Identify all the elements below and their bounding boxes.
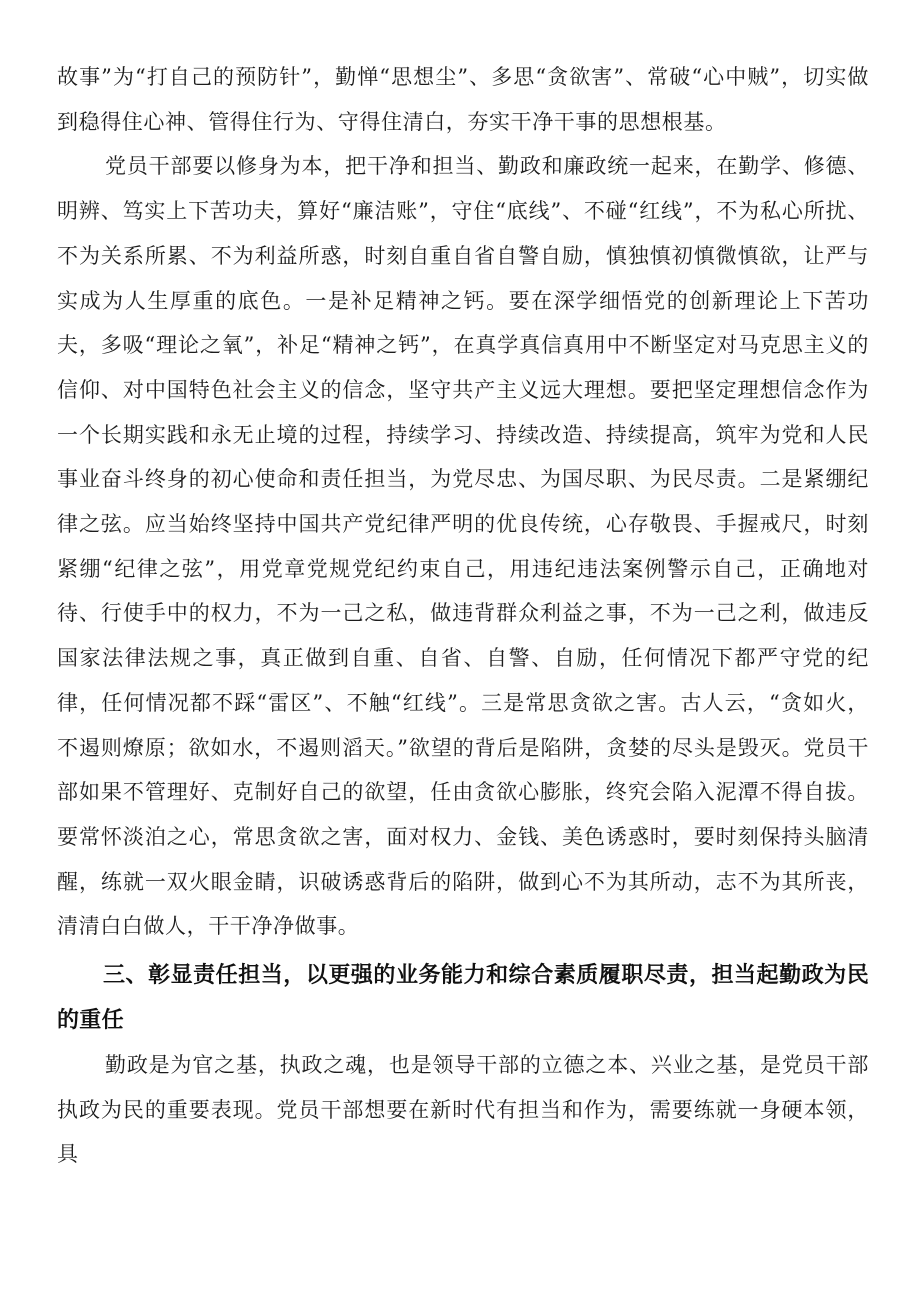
paragraph-self-cultivation: 党员干部要以修身为本，把干净和担当、勤政和廉政统一起来，在勤学、修德、明辨、笃实上下苦功夫，算好“廉洁账”，守住“底线”、不碰“红线”，不为私心所扰、不为关系所累、不为利益所惑，时刻自重自省自警自励，慎独慎初慎微慎欲，让严与实成为人生厚重的底色。一是补足精神之钙。要在深学细悟党的创新理论上下苦功夫，多吸“理论之氧”，补足“精神之钙”，在真学真信真用中不断坚定对马克思主义的信仰、对中国特色社会主义的信念，坚守共产主义远大理想。要把坚定理想信念作为一个长期实践和永无止境的过程，持续学习、持续改造、持续提高，筑牢为党和人民事业奋斗终身的初心使命和责任担当，为党尽忠、为国尽职、为民尽责。二是紧绷纪律之弦。应当始终坚持中国共产党纪律严明的优良传统，心存敬畏、手握戒尺，时刻紧绷“纪律之弦”，用党章党规党纪约束自己，用违纪违法案例警示自己，正确地对待、行使手中的权力，不为一己之私，做违背群众利益之事，不为一己之利，做违反国家法律法规之事，真正做到自重、自省、自警、自励，任何情况下都严守党的纪律，任何情况都不踩“雷区”、不触“红线”。三是常思贪欲之害。古人云，“贪如火，不遏则燎原；欲如水，不遏则滔天。”欲望的背后是陷阱，贪婪的尽头是毁灭。党员干部如果不管理好、克制好自己的欲望，任由贪欲心膨胀，终究会陷入泥潭不得自拔。要常怀淡泊之心，常思贪欲之害，面对权力、金钱、美色诱惑时，要时刻保持头脑清醒，练就一双火眼金睛，识破诱惑背后的陷阱，做到心不为其所动，志不为其所丧，清清白白做人，干干净净做事。 — [57, 154, 869, 939]
paragraph-continuation: 故事”为“打自己的预防针”，勤惮“思想尘”、多思“贪欲害”、常破“心中贼”，切实做到稳得住心神、管得住行为、守得住清白，夯实干净干事的思想根基。 — [57, 65, 869, 134]
document-body — [57, 55, 869, 1177]
paragraph-diligent-governance: 勤政是为官之基，执政之魂，也是领导干部的立德之本、兴业之基，是党员干部执政为民的重要表现。党员干部想要在新时代有担当和作为，需要练就一身硬本领，具 — [57, 1053, 869, 1167]
section-heading-three: 三、彰显责任担当，以更强的业务能力和综合素质履职尽责，担当起勤政为民的重任 — [57, 963, 869, 1034]
